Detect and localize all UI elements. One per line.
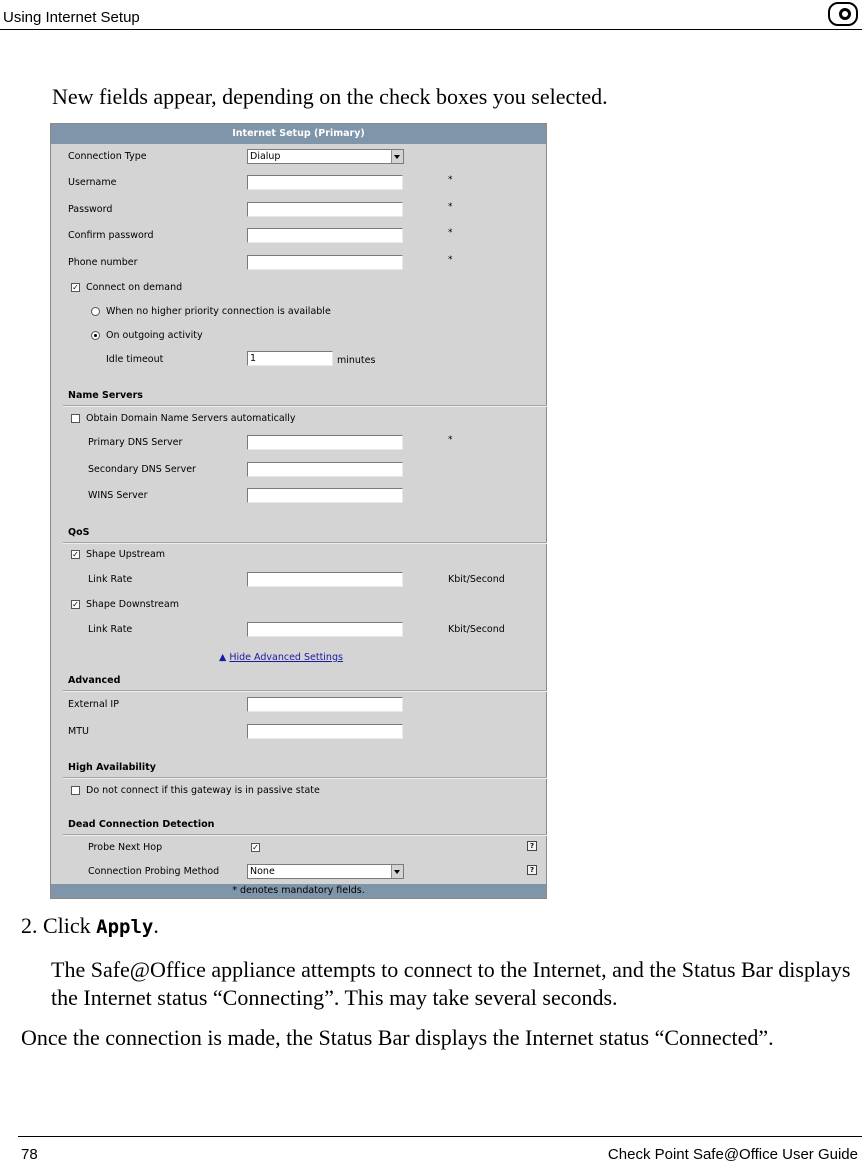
primary-dns-input[interactable] xyxy=(247,435,403,450)
connect-on-demand-checkbox[interactable]: ✓ xyxy=(72,283,79,292)
connecting-paragraph: The Safe@Office appliance attempts to connect to the Internet, and the Status Bar displays the Internet status “Connecting”. This may take several seconds. xyxy=(51,957,851,1010)
secondary-dns-input[interactable] xyxy=(247,462,403,477)
panel-title: Internet Setup (Primary) xyxy=(51,124,546,144)
step-prefix: Click xyxy=(43,913,91,938)
upstream-link-rate-input[interactable] xyxy=(247,572,403,587)
section-divider xyxy=(63,690,547,691)
help-icon[interactable]: ? xyxy=(527,865,537,875)
required-mark: * xyxy=(448,435,453,445)
shape-downstream-label: Shape Downstream xyxy=(86,599,179,610)
connection-type-label: Connection Type xyxy=(68,151,147,162)
wins-server-label: WINS Server xyxy=(88,490,148,501)
phone-number-label: Phone number xyxy=(68,257,138,268)
probing-method-value: None xyxy=(250,866,275,877)
intro-text: New fields appear, depending on the check boxes you selected. xyxy=(52,84,608,109)
probing-method-label: Connection Probing Method xyxy=(88,866,220,877)
downstream-unit: Kbit/Second xyxy=(448,624,505,635)
required-mark: * xyxy=(448,175,453,185)
upstream-unit: Kbit/Second xyxy=(448,574,505,585)
passive-state-checkbox[interactable] xyxy=(71,786,80,795)
hide-advanced-link[interactable] xyxy=(219,652,343,663)
arrow-up-icon: ▲ xyxy=(219,652,227,663)
chevron-down-icon[interactable] xyxy=(391,150,403,163)
probing-method-select[interactable] xyxy=(247,864,404,879)
hide-advanced-link-text[interactable]: Hide Advanced Settings xyxy=(229,652,343,663)
external-ip-label: External IP xyxy=(68,699,119,710)
high-availability-heading: High Availability xyxy=(68,762,156,773)
password-label: Password xyxy=(68,204,113,215)
obtain-dns-label: Obtain Domain Name Servers automatically xyxy=(86,413,296,424)
confirm-password-input[interactable] xyxy=(247,228,403,243)
shape-upstream-checkbox[interactable]: ✓ xyxy=(72,550,79,559)
section-divider xyxy=(63,834,547,835)
panel-footer-note: * denotes mandatory fields. xyxy=(51,884,546,898)
page-number: 78 xyxy=(21,1146,38,1163)
on-outgoing-radio[interactable] xyxy=(91,331,100,340)
secondary-dns-label: Secondary DNS Server xyxy=(88,464,196,475)
name-servers-heading: Name Servers xyxy=(68,390,143,401)
downstream-link-rate-label: Link Rate xyxy=(88,624,133,635)
username-label: Username xyxy=(68,177,117,188)
when-no-higher-label: When no higher priority connection is available xyxy=(106,306,331,317)
probe-next-hop-checkbox[interactable]: ✓ xyxy=(252,843,259,852)
external-ip-input[interactable] xyxy=(247,697,403,712)
downstream-link-rate-input[interactable] xyxy=(247,622,403,637)
connected-paragraph: Once the connection is made, the Status Bar displays the Internet status “Connected”. xyxy=(21,1025,774,1050)
section-divider xyxy=(63,542,547,543)
chevron-down-icon[interactable] xyxy=(391,865,403,878)
step-2 xyxy=(21,913,159,939)
check-point-logo-icon xyxy=(828,2,858,26)
apply-command: Apply xyxy=(96,916,154,938)
confirm-password-label: Confirm password xyxy=(68,230,154,241)
phone-number-input[interactable] xyxy=(247,255,403,270)
header-rule xyxy=(0,29,862,30)
idle-timeout-label: Idle timeout xyxy=(106,354,164,365)
connection-type-value: Dialup xyxy=(250,151,281,162)
obtain-dns-checkbox[interactable] xyxy=(71,414,80,423)
running-header-title: Using Internet Setup xyxy=(3,9,140,26)
idle-timeout-input[interactable]: 1 xyxy=(247,351,333,366)
section-divider xyxy=(63,777,547,778)
step-suffix: . xyxy=(153,913,159,938)
probe-next-hop-label: Probe Next Hop xyxy=(88,842,163,853)
required-mark: * xyxy=(448,255,453,265)
username-input[interactable] xyxy=(247,175,403,190)
required-mark: * xyxy=(448,228,453,238)
on-outgoing-label: On outgoing activity xyxy=(106,330,203,341)
upstream-link-rate-label: Link Rate xyxy=(88,574,133,585)
passive-state-label: Do not connect if this gateway is in passive state xyxy=(86,785,320,796)
step-number: 2. xyxy=(21,913,38,938)
help-icon[interactable]: ? xyxy=(527,841,537,851)
guide-title: Check Point Safe@Office User Guide xyxy=(607,1146,858,1163)
section-divider xyxy=(63,405,547,406)
dead-connection-heading: Dead Connection Detection xyxy=(68,819,215,830)
mtu-input[interactable] xyxy=(247,724,403,739)
required-mark: * xyxy=(448,202,453,212)
internet-setup-panel xyxy=(50,123,547,899)
wins-server-input[interactable] xyxy=(247,488,403,503)
advanced-heading: Advanced xyxy=(68,675,121,686)
when-no-higher-radio[interactable] xyxy=(91,307,100,316)
qos-heading: QoS xyxy=(68,527,90,538)
password-input[interactable] xyxy=(247,202,403,217)
connect-on-demand-label: Connect on demand xyxy=(86,282,183,293)
footer-rule xyxy=(18,1136,862,1137)
shape-upstream-label: Shape Upstream xyxy=(86,549,166,560)
connection-type-select[interactable] xyxy=(247,149,404,164)
primary-dns-label: Primary DNS Server xyxy=(88,437,183,448)
idle-timeout-unit: minutes xyxy=(337,355,376,366)
mtu-label: MTU xyxy=(68,726,89,737)
shape-downstream-checkbox[interactable]: ✓ xyxy=(72,600,79,609)
